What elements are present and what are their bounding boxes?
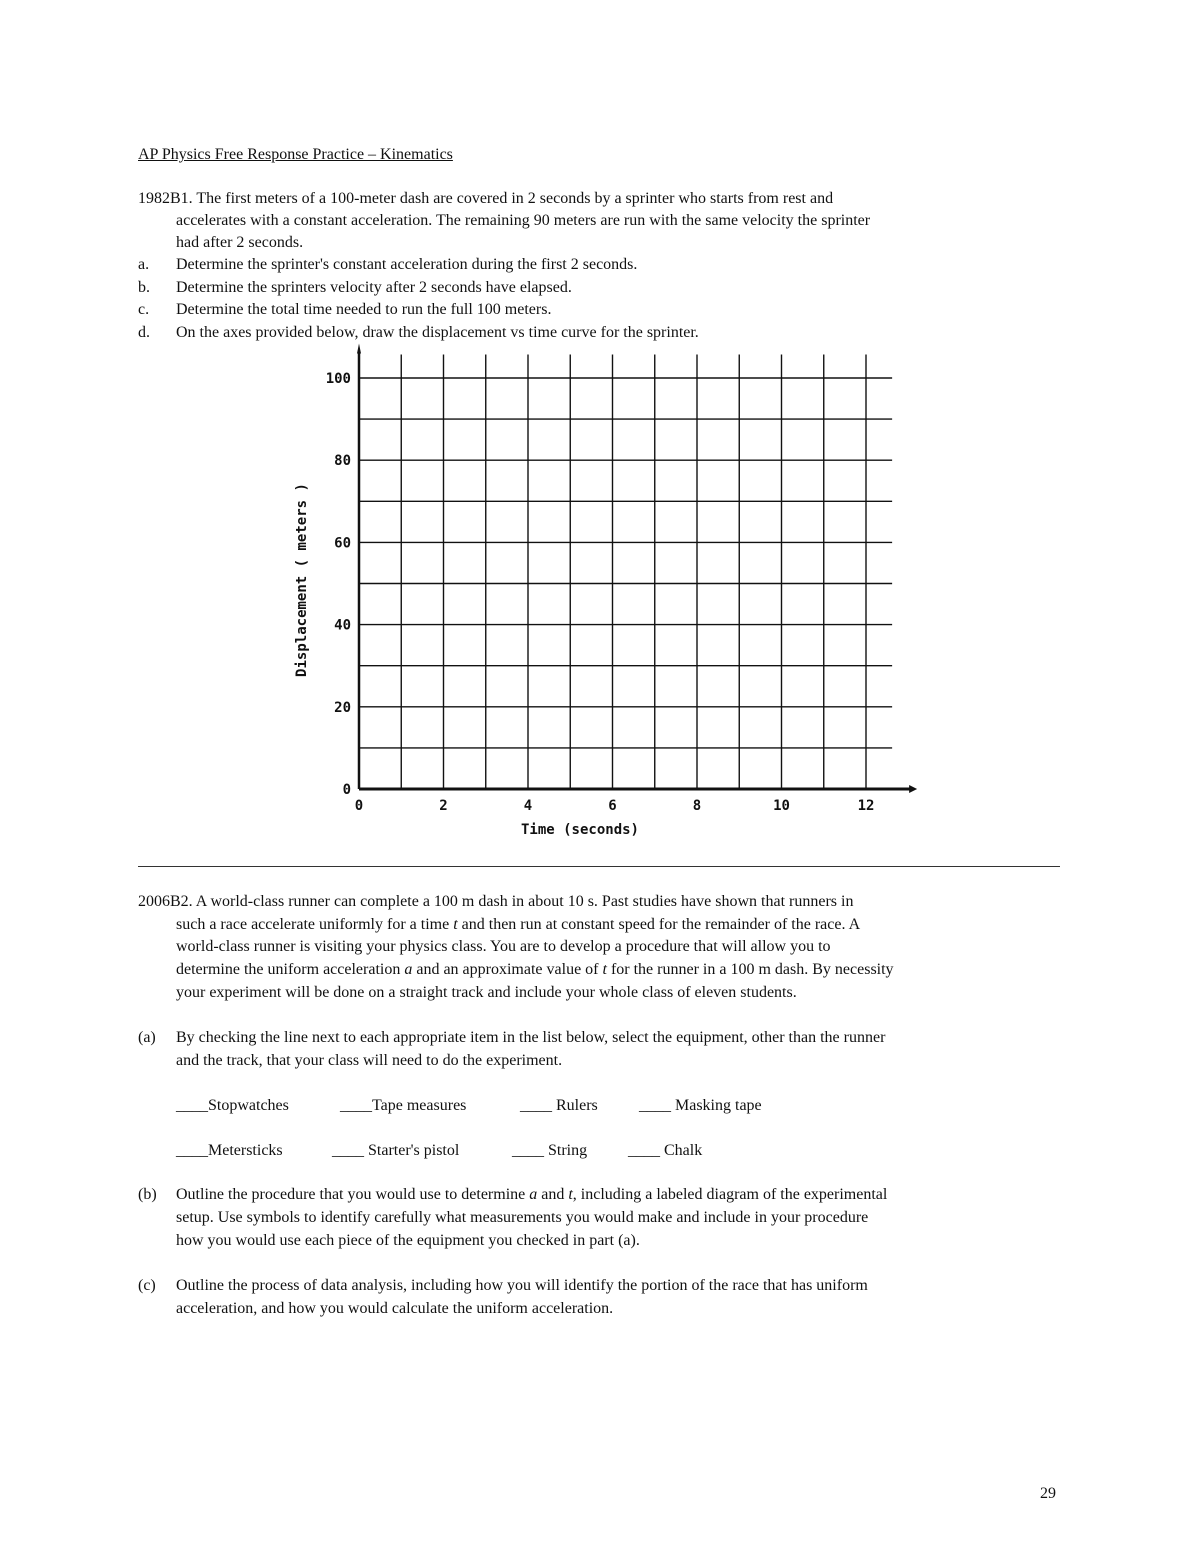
x-tick-label: 0 <box>354 798 364 814</box>
equipment-chalk: ____ Chalk <box>628 1142 703 1159</box>
q2-part-a-text: and the track, that your class will need to do the experiment. <box>176 1052 563 1069</box>
x-tick-label: 10 <box>773 798 790 814</box>
x-tick-labels <box>355 798 875 814</box>
x-tick-label: 8 <box>692 798 702 814</box>
y-tick-labels <box>326 371 351 798</box>
equipment-rulers: ____ Rulers <box>520 1097 598 1114</box>
text-segment: world-class runner is visiting your physics class. You are to develop a procedure that will allow you to <box>176 938 831 955</box>
text-line <box>176 937 831 957</box>
x-tick-label: 4 <box>523 798 533 814</box>
q1-part-c-label: c. <box>138 301 150 318</box>
text-line <box>176 915 860 935</box>
q2-part-c-text: acceleration, and how you would calculate the uniform acceleration. <box>176 1300 614 1317</box>
text-segment: Outline the procedure that you would use to determine <box>176 1186 530 1203</box>
x-axis-arrow-icon <box>909 785 917 793</box>
x-tick-label: 2 <box>439 798 448 814</box>
text-line <box>138 892 853 912</box>
section-divider <box>138 866 1060 867</box>
y-axis-arrow-icon <box>357 343 361 353</box>
text-line <box>176 1208 868 1228</box>
q1-text-line: 1982B1. The first meters of a 100-meter dash are covered in 2 seconds by a sprinter who starts from rest and <box>138 190 834 207</box>
text-line <box>176 1231 640 1251</box>
x-tick-label: 12 <box>857 798 875 814</box>
y-tick-label: 100 <box>325 371 351 387</box>
text-segment: such a race accelerate uniformly for a time <box>176 916 454 933</box>
q1-part-a-text: Determine the sprinter's constant acceleration during the first 2 seconds. <box>176 256 638 273</box>
q1-text-line: had after 2 seconds. <box>176 234 304 251</box>
q1-part-b-label: b. <box>138 279 150 296</box>
equipment-tape-measures: ____Tape measures <box>340 1097 467 1114</box>
q2-part-b-label: (b) <box>138 1186 157 1203</box>
q1-part-d-label: d. <box>138 324 150 341</box>
y-axis-label: Displacement ( meters ) <box>294 483 310 677</box>
y-tick-label: 40 <box>334 617 351 634</box>
displacement-time-graph <box>280 340 920 850</box>
text-segment: 2006B2. A world-class runner can complete a 100 m dash in about 10 s. Past studies have shown that runners in <box>138 893 854 910</box>
variable-symbol: a <box>404 961 413 978</box>
equipment-stopwatches: ____Stopwatches <box>176 1097 289 1114</box>
page-number: 29 <box>1040 1485 1056 1502</box>
x-axis-label: Time (seconds) <box>520 822 640 838</box>
equipment-metersticks: ____Metersticks <box>176 1142 283 1159</box>
text-segment: and an approximate value of <box>412 961 603 978</box>
y-tick-label: 60 <box>334 535 351 552</box>
text-line <box>176 983 797 1003</box>
y-tick-label: 20 <box>334 699 351 716</box>
text-segment: , including a labeled diagram of the experimental <box>572 1186 888 1203</box>
x-tick-label: 6 <box>608 798 617 814</box>
graph-grid <box>357 343 917 793</box>
equipment-string: ____ String <box>512 1142 588 1159</box>
text-segment: for the runner in a 100 m dash. By necessity <box>606 961 894 978</box>
q1-part-d-text: On the axes provided below, draw the displacement vs time curve for the sprinter. <box>176 324 699 341</box>
text-line <box>176 1185 887 1205</box>
variable-symbol: t <box>568 1186 573 1203</box>
y-tick-label: 0 <box>342 782 351 798</box>
q2-part-a-label: (a) <box>138 1029 156 1046</box>
text-segment: setup. Use symbols to identify carefully what measurements you would make and include in your procedure <box>176 1209 869 1226</box>
q1-part-a-label: a. <box>138 256 150 273</box>
variable-symbol: a <box>529 1186 538 1203</box>
y-tick-label: 80 <box>334 453 351 470</box>
variable-symbol: t <box>602 961 607 978</box>
page-title: AP Physics Free Response Practice – Kinematics <box>138 146 453 163</box>
equipment-masking-tape: ____ Masking tape <box>639 1097 762 1114</box>
text-segment: how you would use each piece of the equipment you checked in part (a). <box>176 1232 640 1249</box>
q2-part-c-label: (c) <box>138 1277 156 1294</box>
equipment-starters-pistol: ____ Starter's pistol <box>332 1142 460 1159</box>
q1-text-line: accelerates with a constant acceleration. The remaining 90 meters are run with the same velocity the sprinter <box>176 212 871 229</box>
q1-part-b-text: Determine the sprinters velocity after 2 seconds have elapsed. <box>176 279 572 296</box>
q2-part-c-text: Outline the process of data analysis, including how you will identify the portion of the race that has uniform <box>176 1277 868 1294</box>
text-segment: and then run at constant speed for the remainder of the race. A <box>457 916 861 933</box>
text-line <box>176 960 894 980</box>
q2-part-a-text: By checking the line next to each appropriate item in the list below, select the equipment, other than the runner <box>176 1029 886 1046</box>
text-segment: and <box>537 1186 569 1203</box>
variable-symbol: t <box>453 916 458 933</box>
text-segment: determine the uniform acceleration <box>176 961 405 978</box>
q1-part-c-text: Determine the total time needed to run the full 100 meters. <box>176 301 552 318</box>
text-segment: your experiment will be done on a straight track and include your whole class of eleven students. <box>176 984 797 1001</box>
